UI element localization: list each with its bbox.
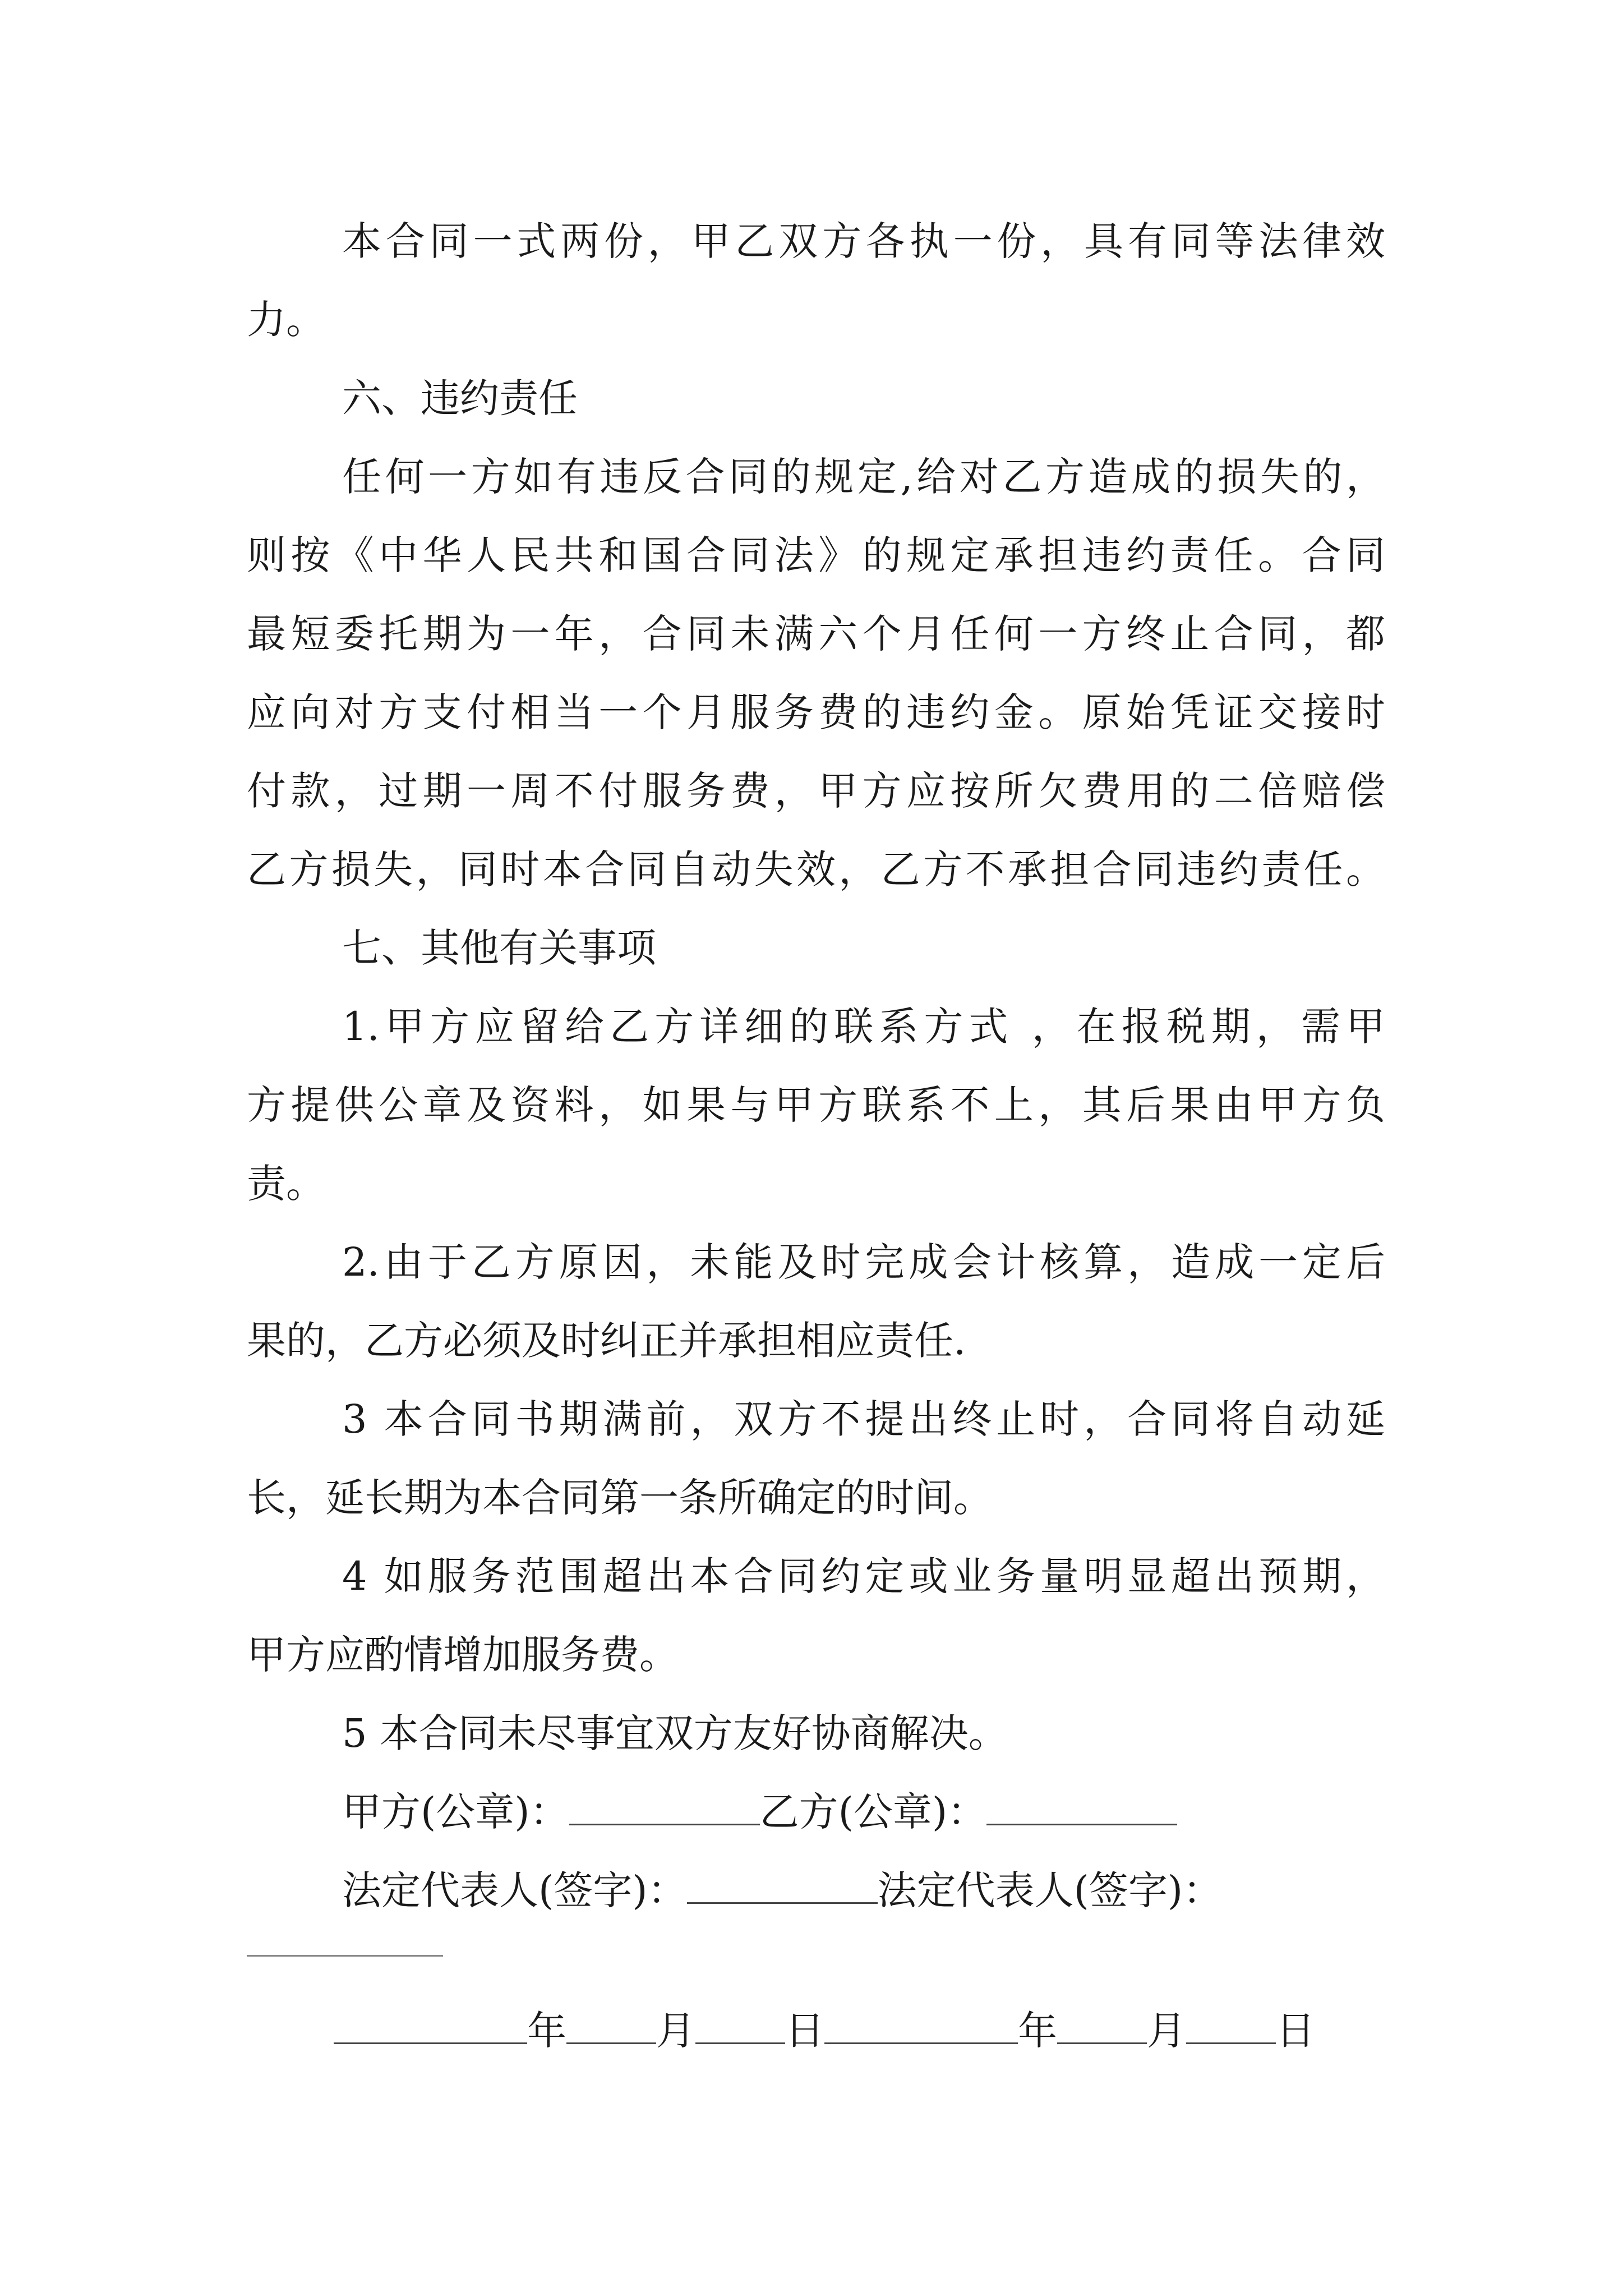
item3-line-1: 3 本合同书期满前，双方不提出终止时，合同将自动延 (342, 1396, 1385, 1442)
year-b-blank[interactable] (824, 2008, 1018, 2044)
legal-rep-a-label: 法定代表人(签字)： (342, 1867, 687, 1913)
date-row (334, 2005, 1315, 2056)
day-a-blank[interactable] (695, 2008, 785, 2044)
month-a-blank[interactable] (566, 2008, 656, 2044)
section6-line-3: 最短委托期为一年，合同未满六个月任何一方终止合同，都 (247, 611, 1385, 657)
legal-rep-a-blank[interactable] (687, 1867, 878, 1904)
month-a-label: 月 (656, 2008, 695, 2054)
legal-rep-b-label: 法定代表人(签字)： (877, 1867, 1223, 1913)
party-b-seal-label: 乙方(公章)： (759, 1789, 987, 1835)
legal-rep-b-blank[interactable] (247, 1955, 443, 1957)
day-b-blank[interactable] (1186, 2008, 1276, 2044)
section6-line-4: 应向对方支付相当一个月服务费的违约金。原始凭证交接时 (247, 689, 1385, 735)
item3-line-2: 长，延长期为本合同第一条所确定的时间。 (247, 1475, 993, 1521)
section6-line-6: 乙方损失，同时本合同自动失效，乙方不承担合同违约责任。 (247, 846, 1385, 892)
copies-line-2: 力。 (247, 297, 325, 343)
item1-line-3: 责。 (247, 1161, 325, 1207)
seal-row (342, 1787, 1177, 1837)
section7-heading: 七、其他有关事项 (342, 925, 656, 971)
month-b-label: 月 (1147, 2008, 1186, 2054)
section6-line-1: 任何一方如有违反合同的规定,给对乙方造成的损失的， (342, 454, 1385, 500)
party-a-seal-label: 甲方(公章)： (342, 1789, 569, 1835)
party-b-seal-blank[interactable] (986, 1789, 1177, 1825)
item1-line-1: 1.甲方应留给乙方详细的联系方式 ，在报税期，需甲 (342, 1004, 1385, 1050)
year-a-label: 年 (527, 2008, 566, 2054)
item5-line: 5 本合同未尽事宜双方友好协商解决。 (342, 1710, 1008, 1756)
item4-line-1: 4 如服务范围超出本合同约定或业务量明显超出预期， (342, 1553, 1385, 1599)
day-b-label: 日 (1276, 2008, 1315, 2054)
copies-line-1: 本合同一式两份，甲乙双方各执一份，具有同等法律效 (342, 218, 1385, 264)
item2-line-1: 2.由于乙方原因，未能及时完成会计核算，造成一定后 (342, 1239, 1385, 1285)
legal-rep-row (342, 1865, 1222, 1916)
year-a-blank[interactable] (334, 2008, 527, 2044)
month-b-blank[interactable] (1057, 2008, 1147, 2044)
section6-line-5: 付款，过期一周不付服务费，甲方应按所欠费用的二倍赔偿 (247, 768, 1385, 814)
section6-heading: 六、违约责任 (342, 375, 578, 421)
year-b-label: 年 (1018, 2008, 1057, 2054)
party-a-seal-blank[interactable] (569, 1789, 760, 1825)
day-a-label: 日 (785, 2008, 824, 2054)
item1-line-2: 方提供公章及资料，如果与甲方联系不上，其后果由甲方负 (247, 1082, 1385, 1128)
item2-line-2: 果的，乙方必须及时纠正并承担相应责任. (247, 1318, 966, 1364)
section6-line-2: 则按《中华人民共和国合同法》的规定承担违约责任。合同 (247, 532, 1385, 578)
item4-line-2: 甲方应酌情增加服务费。 (247, 1632, 679, 1678)
